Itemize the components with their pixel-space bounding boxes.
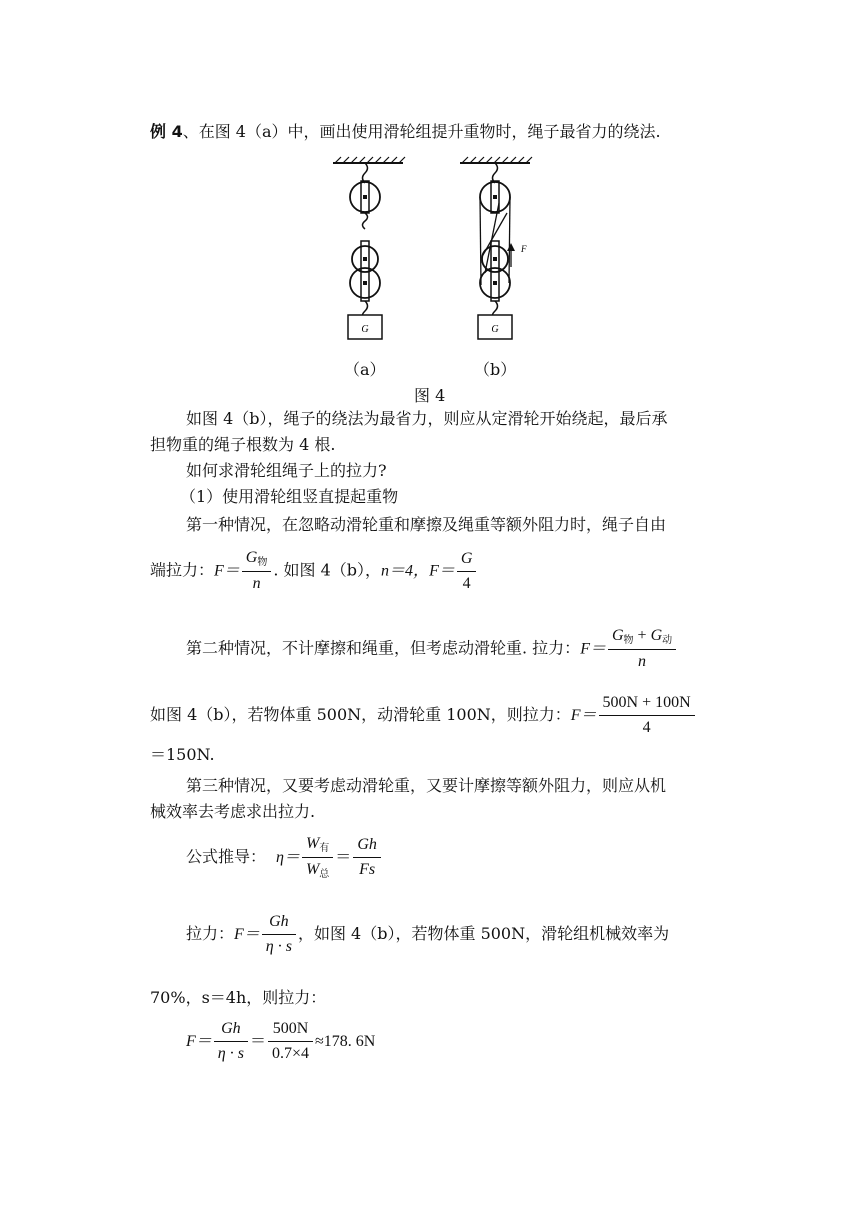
formula-lhs: F＝ — [580, 640, 606, 658]
figure-4a-pulley-diagram — [325, 155, 415, 345]
numerator-500n: 500N — [268, 1020, 313, 1042]
numerator-500-100: 500N + 100N — [599, 694, 695, 716]
numerator-Gh: Gh — [262, 913, 296, 935]
text-prefix: 拉力： — [186, 924, 235, 943]
formula-case-1 — [150, 549, 478, 593]
example-label: 例 4 — [150, 122, 183, 141]
formula-lhs: F＝ — [234, 926, 260, 943]
formula-final — [186, 1020, 375, 1063]
para-4-line-1: 第一种情况，在忽略动滑轮重和摩擦及绳重等额外阻力时，绳子自由 — [186, 515, 667, 534]
fraction-gh-over-fs — [353, 836, 381, 879]
fraction-gh-over-eta-s — [262, 913, 296, 956]
text-prefix: 公式推导： — [186, 847, 267, 866]
para-7-line-2: 械效率去考虑求出拉力. — [150, 802, 316, 821]
weight-label-b: G — [491, 324, 499, 335]
denominator-eta-s: η · s — [217, 1045, 244, 1062]
equals-sign: ＝ — [335, 847, 352, 866]
fraction-600-over-4 — [599, 694, 695, 737]
efficiency-line: 70%，s＝4h，则拉力： — [150, 988, 327, 1007]
para-3-heading: （1）使用滑轮组竖直提起重物 — [180, 487, 399, 506]
subscript-wu: 物 — [257, 557, 268, 568]
weight-label-a: G — [361, 324, 369, 335]
caption-b: （b） — [474, 360, 517, 379]
formula-derivation — [186, 835, 383, 880]
denominator-eta-s: η · s — [265, 938, 292, 955]
caption-a: （a） — [344, 360, 386, 379]
para-1-line-1: 如图 4（b），绳子的绕法为最省力，则应从定滑轮开始绕起，最后承 — [186, 409, 668, 428]
denominator-n: n — [638, 653, 647, 670]
W-zong: W — [305, 861, 320, 878]
fraction-g-sum-over-n — [608, 627, 676, 671]
equals-sign: ＝ — [249, 1031, 266, 1050]
fraction-g-over-4 — [457, 550, 477, 593]
text-middle: . 如图 4（b）， — [273, 560, 382, 580]
text-prefix: 端拉力： — [150, 560, 215, 580]
denominator-4: 4 — [462, 574, 471, 592]
n-equals: n＝4， — [381, 562, 430, 580]
subscript-dong: 动 — [662, 635, 673, 646]
numerator-G-2: G — [457, 550, 477, 572]
fraction-w-you-over-w-zong — [302, 835, 333, 880]
example-statement — [150, 121, 661, 143]
para-1-line-2: 担物重的绳子根数为 4 根. — [150, 435, 336, 454]
G-dong: G — [650, 627, 663, 644]
text-prefix: 第二种情况，不计摩擦和绳重，但考虑动滑轮重. 拉力： — [186, 638, 581, 658]
arrow-label: F — [521, 244, 527, 254]
numerator-Gh: Gh — [353, 836, 381, 858]
para-7-line-1: 第三种情况，又要考虑动滑轮重，又要计摩擦等额外阻力，则应从机 — [186, 776, 667, 795]
formula-lhs-2: F＝ — [429, 562, 455, 580]
G-wu: G — [611, 627, 624, 644]
fraction-500-over-2-8 — [268, 1020, 313, 1063]
subscript-zong: 总 — [319, 869, 330, 880]
formula-tension — [186, 913, 669, 956]
text-suffix: ，如图 4（b），若物体重 500N，滑轮组机械效率为 — [297, 924, 670, 943]
result-150n: ＝150N. — [150, 745, 215, 764]
formula-lhs: F＝ — [186, 1033, 212, 1050]
text-prefix: 如图 4（b），若物体重 500N，动滑轮重 100N，则拉力： — [150, 705, 571, 724]
formula-lhs: F＝ — [570, 707, 597, 724]
formula-case-2-example — [150, 694, 697, 737]
numerator-Gh: Gh — [214, 1020, 248, 1042]
eta-lhs: η＝ — [276, 849, 300, 866]
plus-sign: + — [633, 627, 651, 644]
figure-4b-pulley-diagram — [455, 155, 545, 345]
formula-case-2 — [186, 627, 678, 671]
denominator-Fs: Fs — [359, 861, 376, 878]
fraction-g-over-n — [242, 549, 272, 593]
denominator-0-7x4: 0.7×4 — [271, 1045, 309, 1062]
formula-lhs: F＝ — [214, 562, 240, 580]
fraction-gh-over-eta-s — [214, 1020, 248, 1063]
denominator-4: 4 — [642, 719, 651, 736]
subscript-wu: 物 — [623, 635, 634, 646]
figure-title: 图 4 — [414, 386, 446, 405]
denominator-n: n — [252, 575, 261, 592]
para-2: 如何求滑轮组绳子上的拉力? — [186, 461, 387, 480]
final-result: ≈178. 6N — [315, 1033, 376, 1050]
numerator-G: G — [245, 549, 258, 566]
example-text: 、在图 4（a）中，画出使用滑轮组提升重物时，绳子最省力的绕法. — [182, 122, 661, 141]
subscript-you: 有 — [319, 843, 330, 854]
W-you: W — [305, 835, 320, 852]
